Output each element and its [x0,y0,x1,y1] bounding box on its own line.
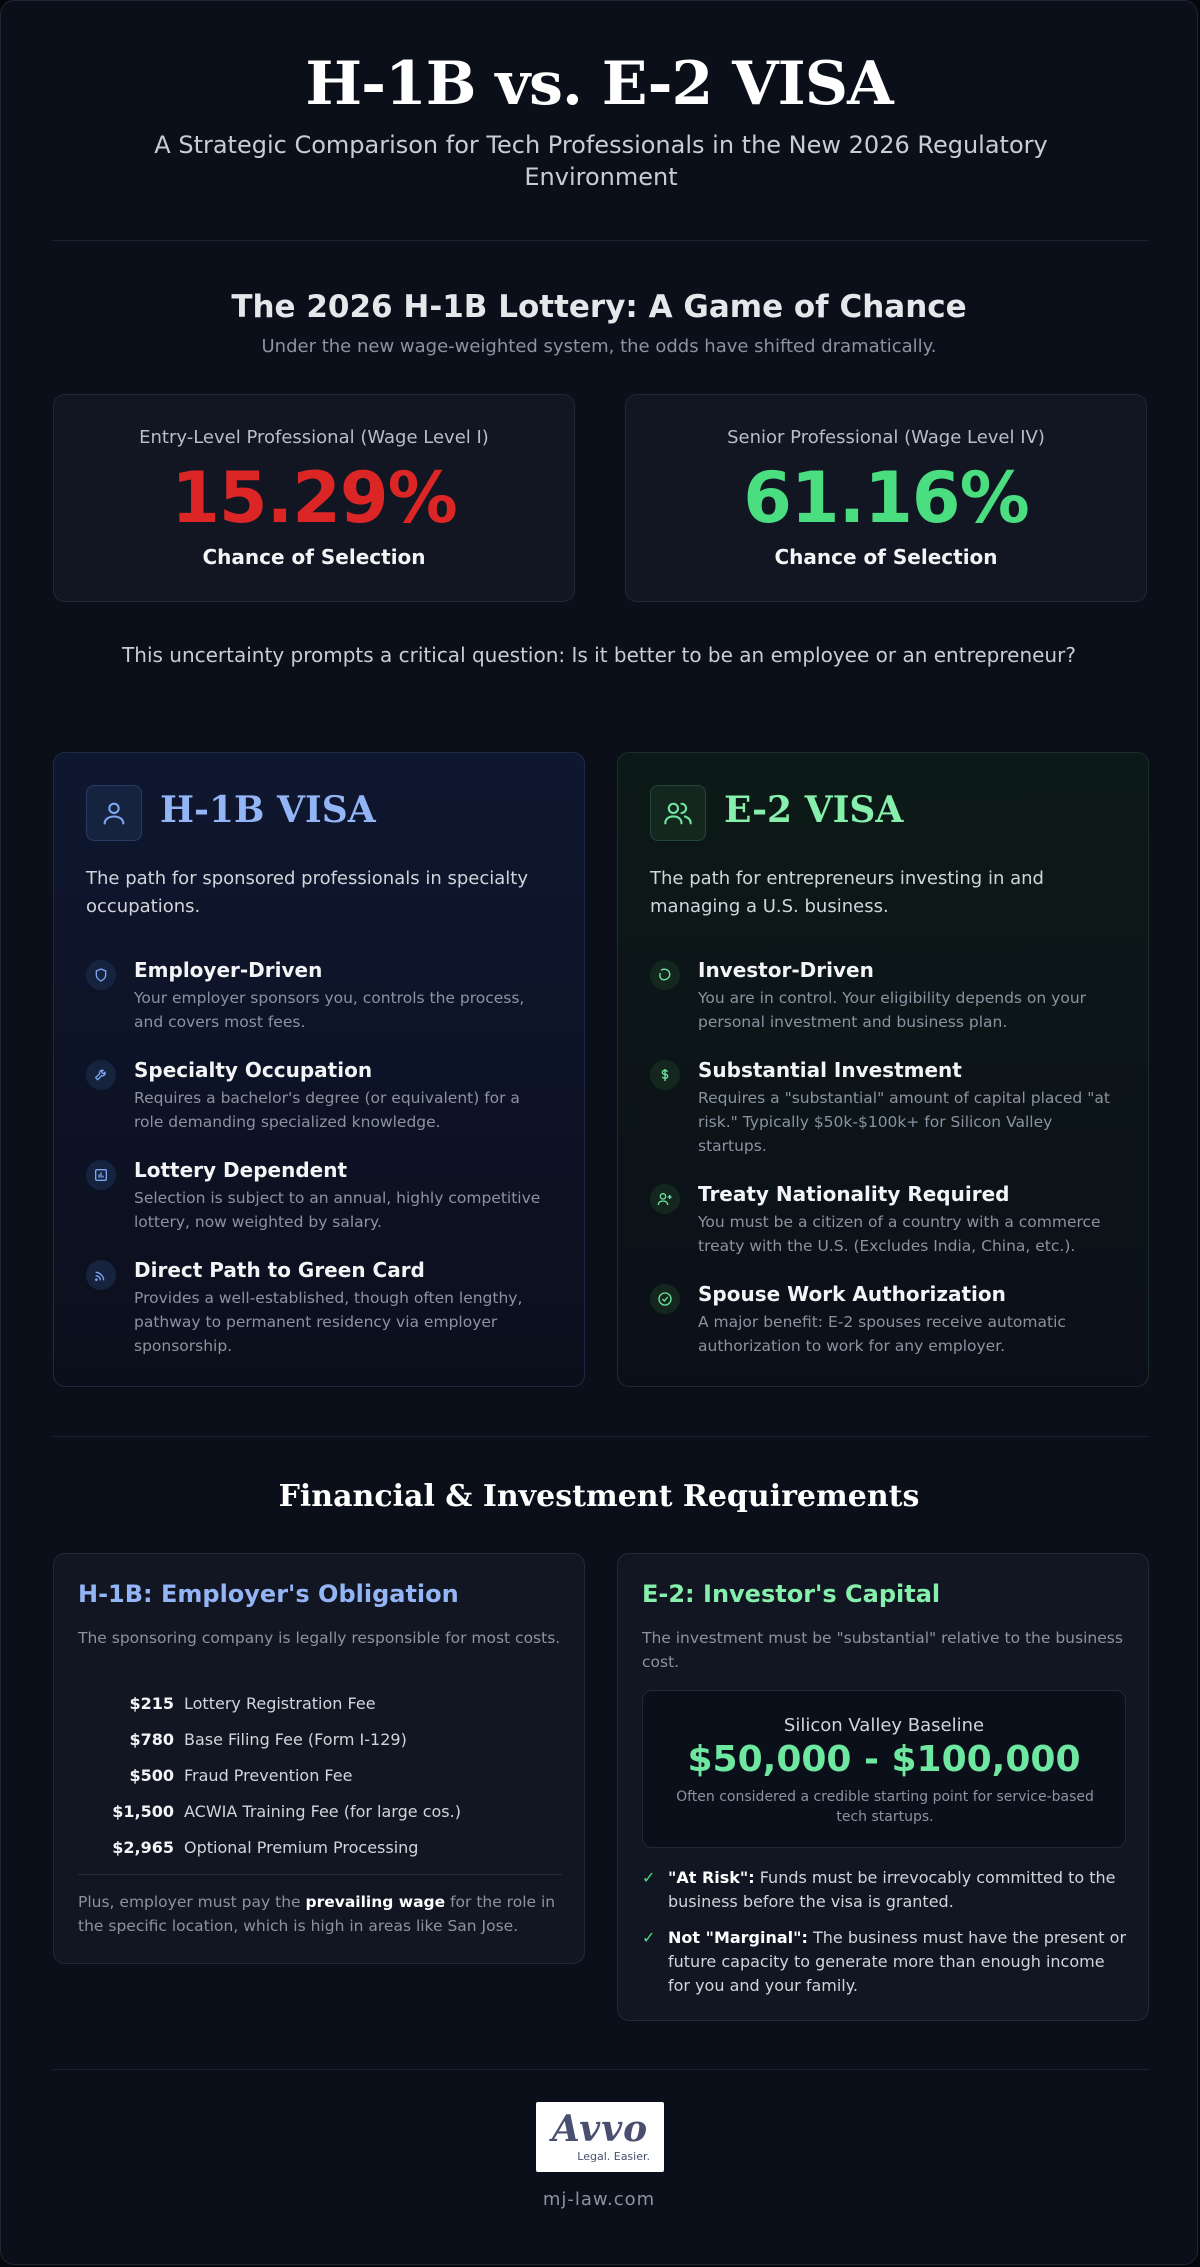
feature-title: Substantial Investment [698,1058,962,1082]
feature-title: Spouse Work Authorization [698,1282,1006,1306]
h1b-financial-heading: H-1B: Employer's Obligation [78,1580,459,1608]
critical-question: This uncertainty prompts a critical question: Is it better to be an employee or an entrepreneur? [122,643,1076,667]
feature-title: Direct Path to Green Card [134,1258,425,1282]
feature-text: You must be a citizen of a country with a commerce treaty with the U.S. (Excludes India, China, etc.). [698,1213,1101,1255]
stat-caption: Chance of Selection [202,545,426,569]
feature-text: Your employer sponsors you, controls the process, and covers most fees. [134,989,525,1031]
dollar-icon [650,1060,680,1090]
e2-card [617,752,1149,1387]
feature-text: Selection is subject to an annual, highly competitive lottery, now weighted by salary. [134,1189,541,1231]
chart-icon [86,1160,116,1190]
baseline-value: $50,000 - $100,000 [687,1739,1081,1780]
site-url: mj-law.com [542,2189,656,2210]
wrench-icon [86,1060,116,1090]
lottery-subtitle: Under the new wage-weighted system, the odds have shifted dramatically. [261,336,937,357]
user-icon [86,785,142,841]
e2-financial-heading: E-2: Investor's Capital [642,1580,941,1608]
fee-name: Lottery Registration Fee [184,1694,376,1713]
fee-name: Optional Premium Processing [184,1838,419,1857]
stat-caption: Chance of Selection [774,545,998,569]
feature-text: Requires a "substantial" amount of capital placed "at risk." Typically $50k-$100k+ for Silicon Valley startups. [698,1089,1110,1155]
feature-title: Employer-Driven [134,958,323,982]
feature-title: Lottery Dependent [134,1158,347,1182]
divider [78,1874,562,1875]
divider [53,2069,1149,2070]
feature-text: A major benefit: E-2 spouses receive automatic authorization to work for any employer. [698,1313,1066,1355]
lottery-title: The 2026 H-1B Lottery: A Game of Chance [231,289,967,325]
avvo-logo [536,2102,664,2172]
fee-row [78,1766,558,1794]
fee-amount: $500 [129,1766,174,1785]
h1b-financial-card [53,1553,585,1964]
stat-label: Entry-Level Professional (Wage Level I) [139,427,489,448]
baseline-note: Often considered a credible starting point for service-based tech startups. [676,1789,1094,1825]
h1b-card [53,752,585,1387]
h1b-description: The path for sponsored professionals in specialty occupations. [86,868,528,917]
fee-name: ACWIA Training Fee (for large cos.) [184,1802,461,1821]
fee-row [78,1802,558,1830]
stat-label: Senior Professional (Wage Level IV) [727,427,1045,448]
financial-title: Financial & Investment Requirements [278,1479,920,1514]
investor-icon [650,960,680,990]
fee-row [78,1694,558,1722]
requirement-text: "At Risk": Funds must be irrevocably committed to the business before the visa is granted. [668,1868,1116,1911]
page-title: H-1B vs. E-2 VISA [305,49,893,119]
feature-title: Treaty Nationality Required [698,1182,1010,1206]
logo-tagline: Legal. Easier. [577,2150,650,2163]
e2-title: E-2 VISA [724,789,904,831]
divider [53,240,1149,241]
fee-name: Base Filing Fee (Form I-129) [184,1730,407,1749]
stat-card-senior [625,394,1147,602]
baseline-label: Silicon Valley Baseline [783,1715,985,1736]
fee-amount: $215 [129,1694,174,1713]
feature-title: Specialty Occupation [134,1058,373,1082]
fee-amount: $1,500 [112,1802,174,1821]
page-subtitle: A Strategic Comparison for Tech Professionals in the New 2026 Regulatory Environment [154,131,1048,191]
stat-value: 61.16% [743,457,1029,539]
fee-name: Fraud Prevention Fee [184,1766,353,1785]
feature-text: Provides a well-established, though often lengthy, pathway to permanent residency via employer sponsorship. [134,1289,523,1355]
prevailing-wage-note: Plus, employer must pay the prevailing wage for the role in the specific location, which is high in areas like San Jose. [78,1893,556,1935]
check-circle-icon [650,1284,680,1314]
fee-row [78,1730,558,1758]
path-icon [86,1260,116,1290]
e2-financial-card [617,1553,1149,2021]
h1b-financial-description: The sponsoring company is legally responsible for most costs. [78,1629,561,1647]
baseline-box [642,1690,1126,1848]
e2-description: The path for entrepreneurs investing in and managing a U.S. business. [650,868,1044,917]
e2-financial-description: The investment must be "substantial" relative to the business cost. [642,1629,1123,1671]
feature-title: Investor-Driven [698,958,874,982]
users-icon [650,785,706,841]
checkmark-icon: ✓ [642,1928,656,1947]
h1b-title: H-1B VISA [160,789,376,831]
fee-row [78,1838,558,1866]
logo-wordmark: Avvo [551,2108,649,2150]
divider [53,1436,1149,1437]
stat-card-entry [53,394,575,602]
fee-amount: $780 [129,1730,174,1749]
user-plus-icon [650,1184,680,1214]
feature-text: Requires a bachelor's degree (or equivalent) for a role demanding specialized knowledge. [134,1089,520,1131]
fee-amount: $2,965 [112,1838,174,1857]
checkmark-icon: ✓ [642,1868,656,1887]
requirement-text: Not "Marginal": The business must have the present or future capacity to generate more than enough income for you and your family. [668,1928,1127,1995]
stat-value: 15.29% [171,457,457,539]
shield-icon [86,960,116,990]
feature-text: You are in control. Your eligibility depends on your personal investment and business plan. [698,989,1087,1031]
